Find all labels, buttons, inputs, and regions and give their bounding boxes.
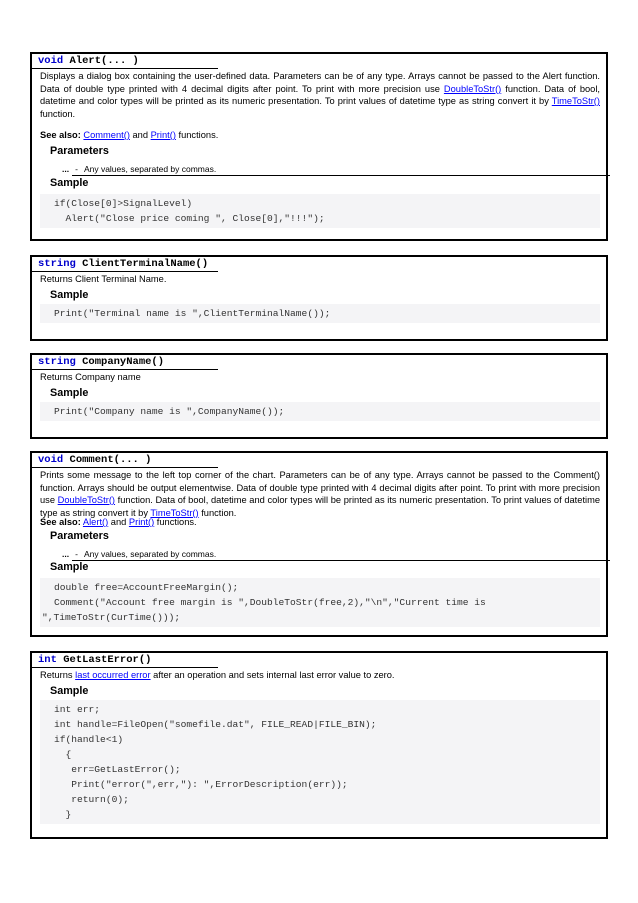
code-line: Print("error(",err,"): ",ErrorDescription(err)); <box>54 779 348 790</box>
divider <box>72 175 610 176</box>
client-terminal-return-type: string <box>38 258 76 270</box>
print-link[interactable]: Print() <box>150 130 176 140</box>
code-line: return(0); <box>54 794 129 805</box>
code-line: Comment("Account free margin is ",DoubleToStr(free,2),"\n","Current time is <box>54 597 486 608</box>
comment-section <box>30 451 608 637</box>
getlasterror-description: Returns last occurred error after an operation and sets internal last error value to zero. <box>40 670 395 680</box>
print-link[interactable]: Print() <box>128 517 155 527</box>
company-function-name: CompanyName() <box>82 356 165 368</box>
company-description: Returns Company name <box>40 372 141 382</box>
code-line: err=GetLastError(); <box>54 764 181 775</box>
code-line: { <box>54 749 72 760</box>
comment-code-sample <box>40 578 600 627</box>
company-sample-heading: Sample <box>50 387 89 399</box>
comment-parameter-row: ... - Any values, separated by commas. <box>62 549 217 559</box>
code-line: } <box>54 809 72 820</box>
alert-parameter-row: ... - Any values, separated by commas. <box>62 164 217 174</box>
code-line: Print("Terminal name is ",ClientTerminalName()); <box>54 308 331 319</box>
doubletostr-link[interactable]: DoubleToStr() <box>57 495 116 505</box>
getlasterror-signature <box>38 654 151 666</box>
alert-description: Displays a dialog box containing the user-defined data. Parameters can be of any type. Arrays cannot be passed to the Alert function. Data of double type printed with 4 decimal digits after point. To print with more precision use DoubleToStr() function. Data of bool, datetime and color types will be printed as its numeric presentation. To print values of datetime type as string convert it by TimeToStr() function. <box>40 71 600 119</box>
getlasterror-section <box>30 651 608 839</box>
getlasterror-return-type: int <box>38 654 57 666</box>
last-occurred-error-link[interactable]: last occurred error <box>75 670 151 680</box>
alert-see-also: See also: Comment() and Print() functions. <box>40 130 219 140</box>
alert-link[interactable]: Alert() <box>82 517 109 527</box>
comment-parameters-heading: Parameters <box>50 530 109 542</box>
getlasterror-sample-heading: Sample <box>50 685 89 697</box>
timetostr-link[interactable]: TimeToStr() <box>551 96 600 106</box>
client-terminal-signature <box>38 258 208 270</box>
comment-function-name: Comment(... ) <box>69 454 152 466</box>
getlasterror-code-sample <box>40 700 600 824</box>
company-code-sample <box>40 402 600 421</box>
company-signature <box>38 356 164 368</box>
comment-link[interactable]: Comment() <box>83 130 130 140</box>
code-line: if(handle<1) <box>54 734 124 745</box>
comment-description: Prints some message to the left top corner of the chart. Parameters can be of any type. Arrays cannot be passed to the Comment() function. Arrays should be output elementwise. Data of double type printed with 4 decimal digits after point. To print with more precision use DoubleToStr() function. Data of bool, datetime and color types will be printed as its numeric presentation. To print values of datetime type as string convert it by TimeToStr() function. <box>40 470 601 518</box>
alert-signature <box>38 55 139 67</box>
getlasterror-function-name: GetLastError() <box>63 654 152 666</box>
code-line: Print("Company name is ",CompanyName()); <box>54 406 285 417</box>
code-line: int err; <box>54 704 101 715</box>
doubletostr-link[interactable]: DoubleToStr() <box>443 83 502 94</box>
alert-section <box>30 52 608 241</box>
comment-see-also: See also: Alert() and Print() functions. <box>40 517 197 527</box>
comment-signature <box>38 454 151 466</box>
client-terminal-code-sample <box>40 304 600 323</box>
alert-return-type: void <box>38 55 64 67</box>
code-line: double free=AccountFreeMargin(); <box>54 582 239 593</box>
client-terminal-function-name: ClientTerminalName() <box>82 258 209 270</box>
client-terminal-sample-heading: Sample <box>50 289 89 301</box>
comment-return-type: void <box>38 454 64 466</box>
alert-sample-heading: Sample <box>50 177 89 189</box>
code-line: Alert("Close price coming ", Close[0],"!!!"); <box>54 213 325 224</box>
company-section <box>30 353 608 439</box>
alert-parameters-heading: Parameters <box>50 145 109 157</box>
alert-function-name: Alert(... ) <box>69 55 139 67</box>
comment-sample-heading: Sample <box>50 561 89 573</box>
code-line: ",TimeToStr(CurTime())); <box>42 612 181 623</box>
divider <box>72 560 610 561</box>
code-line: int handle=FileOpen("somefile.dat", FILE_READ|FILE_BIN); <box>54 719 377 730</box>
code-line: if(Close[0]>SignalLevel) <box>54 198 193 209</box>
company-return-type: string <box>38 356 76 368</box>
timetostr-link[interactable]: TimeToStr() <box>150 507 199 518</box>
client-terminal-description: Returns Client Terminal Name. <box>40 274 167 284</box>
alert-code-sample <box>40 194 600 228</box>
client-terminal-section <box>30 255 608 341</box>
